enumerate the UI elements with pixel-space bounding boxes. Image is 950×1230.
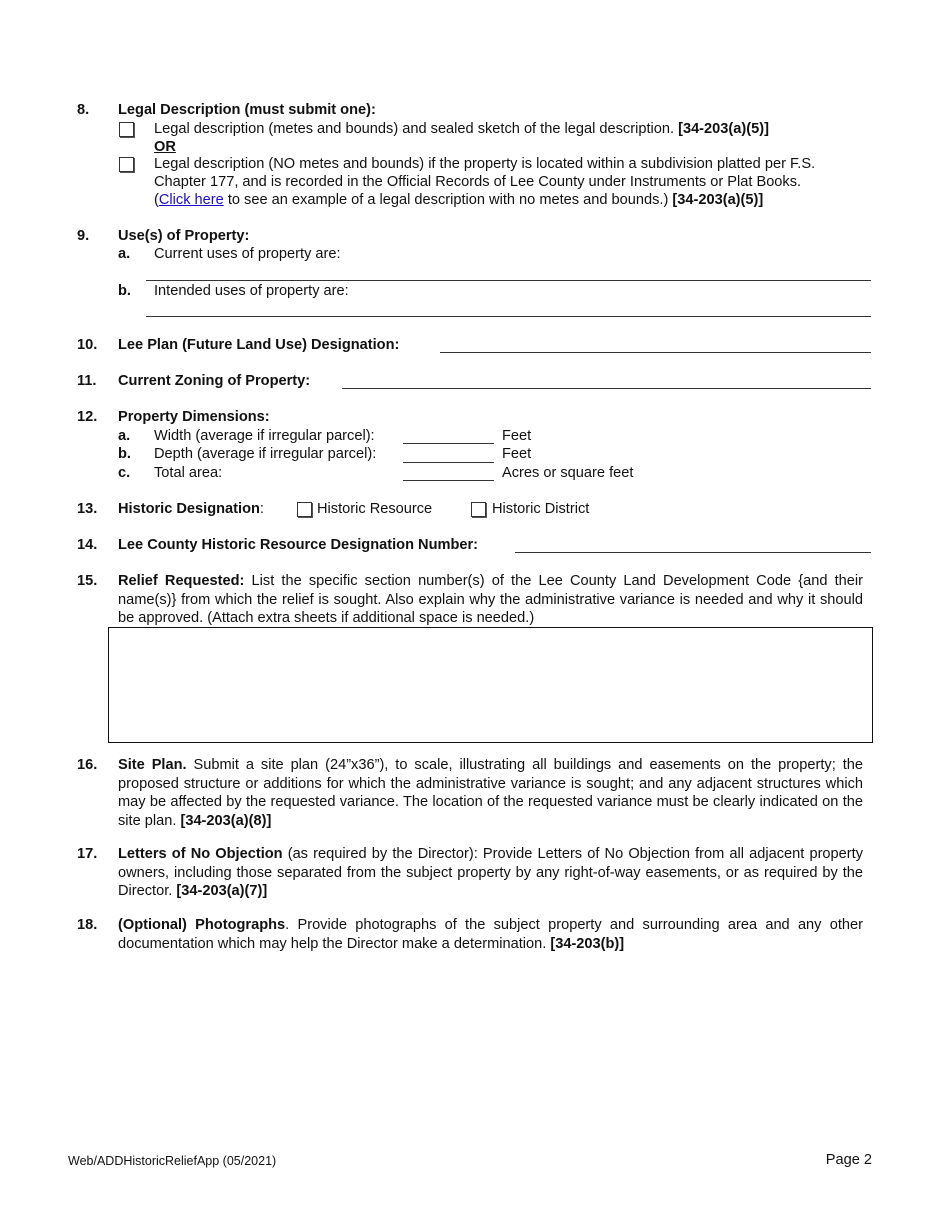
current-zoning-label: Current Zoning of Property: — [118, 373, 311, 389]
section-13-number: 13. — [77, 501, 98, 517]
section-8-title: Legal Description (must submit one): — [118, 102, 376, 118]
width-unit: Feet — [502, 428, 532, 444]
width-label: Width (average if irregular parcel): — [154, 428, 375, 444]
designation-number-label: Lee County Historic Resource Designation Number: — [118, 537, 479, 553]
section-15-number: 15. — [77, 573, 98, 589]
section-10-number: 10. — [77, 337, 98, 353]
page-number: Page 2 — [825, 1152, 872, 1168]
item-a-letter: a. — [118, 246, 131, 262]
section-18-number: 18. — [77, 917, 98, 933]
width-field[interactable] — [403, 443, 494, 444]
total-area-field[interactable] — [403, 480, 494, 481]
legal-desc-metes-label: Legal description (metes and bounds) and sealed sketch of the legal description. [34-203(a)(5)] — [154, 121, 769, 137]
section-12-number: 12. — [77, 409, 98, 425]
relief-requested-textarea[interactable] — [108, 627, 873, 743]
depth-field[interactable] — [403, 462, 494, 463]
site-plan-text: Site Plan. Submit a site plan (24”x36”), to scale, illustrating all buildings and easements on the property; the proposed structure or additions for which the administrative variance is sought; and any adjacent structures which may be affected by the requested variance. The location of the requested variance must be clearly indicated on the site plan. [34-203(a)(8)] — [118, 757, 863, 829]
section-8-number: 8. — [77, 102, 90, 118]
intended-uses-field[interactable] — [146, 316, 871, 317]
lee-plan-field[interactable] — [440, 352, 871, 353]
legal-desc-no-metes-line3: (Click here to see an example of a legal description with no metes and bounds.) [34-203(a)(5)] — [154, 192, 764, 208]
total-area-label: Total area: — [154, 465, 223, 481]
item-b-letter: b. — [118, 283, 131, 299]
current-zoning-field[interactable] — [342, 388, 871, 389]
total-area-unit: Acres or square feet — [502, 465, 634, 481]
legal-desc-no-metes-line1: Legal description (NO metes and bounds) if the property is located within a subdivision platted per F.S. — [154, 156, 816, 172]
current-uses-field[interactable] — [146, 280, 871, 281]
item-a-letter: a. — [118, 428, 131, 444]
current-uses-label: Current uses of property are: — [154, 246, 341, 262]
historic-district-checkbox[interactable] — [471, 502, 486, 517]
item-c-letter: c. — [118, 465, 131, 481]
legal-desc-no-metes-checkbox[interactable] — [119, 157, 134, 172]
or-label: OR — [154, 139, 176, 155]
section-16-number: 16. — [77, 757, 98, 773]
click-here-link[interactable]: Click here — [158, 192, 224, 208]
historic-resource-label: Historic Resource — [317, 501, 433, 517]
legal-desc-metes-checkbox[interactable] — [119, 122, 134, 137]
depth-label: Depth (average if irregular parcel): — [154, 446, 377, 462]
photographs-text: (Optional) Photographs. Provide photographs of the subject property and surrounding area and any other documentation which may help the Director make a determination. [34-203(b)] — [118, 917, 863, 952]
item-b-letter: b. — [118, 446, 131, 462]
depth-unit: Feet — [502, 446, 532, 462]
historic-district-label: Historic District — [492, 501, 590, 517]
lee-plan-label: Lee Plan (Future Land Use) Designation: — [118, 337, 400, 353]
designation-number-field[interactable] — [515, 552, 871, 553]
section-9-number: 9. — [77, 228, 90, 244]
footer-form-id: Web/ADDHistoricReliefApp (05/2021) — [68, 1154, 277, 1168]
legal-desc-no-metes-line2: Chapter 177, and is recorded in the Official Records of Lee County under Instruments or Plat Books. — [154, 174, 802, 190]
section-14-number: 14. — [77, 537, 98, 553]
historic-resource-checkbox[interactable] — [297, 502, 312, 517]
letters-no-objection-text: Letters of No Objection (as required by the Director): Provide Letters of No Objection from all adjacent property owners, including those separated from the subject property by any right-of-way easements, or as required by the Director. [34-203(a)(7)] — [118, 846, 863, 899]
section-11-number: 11. — [77, 373, 97, 389]
historic-designation-label: Historic Designation: — [118, 501, 264, 517]
relief-requested-text: Relief Requested: List the specific section number(s) of the Lee County Land Development Code {and their name(s)} from which the relief is sought. Also explain why the administrative variance is needed and why it should be approved. (Attach extra sheets if additional space is needed.) — [118, 573, 863, 626]
section-9-title: Use(s) of Property: — [118, 228, 250, 244]
intended-uses-label: Intended uses of property are: — [154, 283, 349, 299]
property-dimensions-title: Property Dimensions: — [118, 409, 270, 425]
section-17-number: 17. — [77, 846, 98, 862]
